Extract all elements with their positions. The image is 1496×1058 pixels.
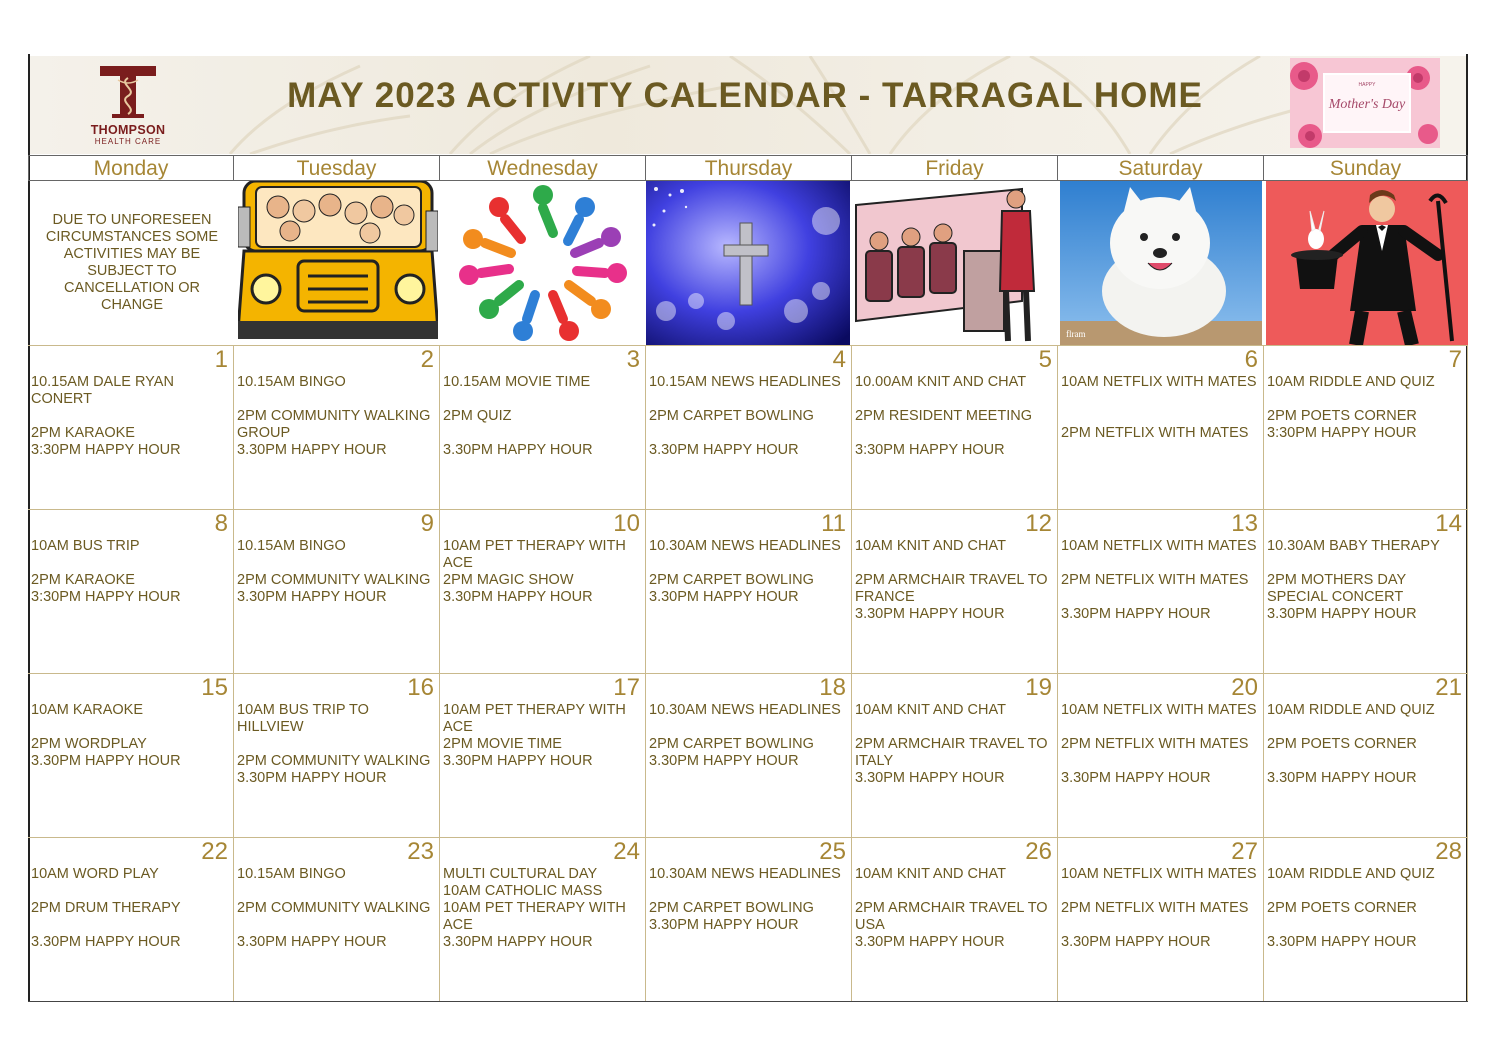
day-header-tuesday: Tuesday — [234, 155, 440, 181]
spacer — [237, 555, 437, 572]
activity-item: MULTI CULTURAL DAY — [443, 866, 598, 882]
spacer — [649, 883, 849, 900]
spacer — [1061, 719, 1261, 736]
spacer — [649, 425, 849, 442]
spacer — [649, 555, 849, 572]
activity-item: 2PM WORDPLAY — [31, 736, 147, 752]
date-number: 19 — [1025, 674, 1052, 701]
day-cell — [852, 509, 1058, 673]
activity-item: 10.15AM BINGO — [237, 538, 346, 554]
spacer — [1061, 753, 1261, 770]
activity-item: 10AM PET THERAPY WITH ACE — [443, 900, 630, 933]
day-cell — [1264, 345, 1468, 509]
day-cell — [1058, 837, 1264, 1001]
activity-item: 10AM BUS TRIP — [31, 538, 140, 554]
activity-item: 3.30PM HAPPY HOUR — [649, 589, 799, 605]
activity-item: 2PM NETFLIX WITH MATES — [1061, 425, 1249, 441]
activity-item: 2PM MAGIC SHOW — [443, 572, 574, 588]
spacer — [1061, 883, 1261, 900]
activity-item: 2PM NETFLIX WITH MATES — [1061, 900, 1249, 916]
spacer — [855, 555, 1055, 572]
day-cell — [1058, 673, 1264, 837]
activity-list — [31, 702, 231, 770]
day-cell — [28, 837, 234, 1001]
white-dog-photo — [1060, 181, 1262, 345]
activity-item: 2PM KARAOKE — [31, 572, 135, 588]
spacer — [649, 719, 849, 736]
activity-item: 3.30PM HAPPY HOUR — [855, 770, 1005, 786]
activity-item: 3.30PM HAPPY HOUR — [443, 753, 593, 769]
date-number: 16 — [407, 674, 434, 701]
activity-list — [855, 538, 1055, 623]
svg-text:HAPPY: HAPPY — [1358, 82, 1376, 88]
activity-list — [237, 374, 437, 459]
page-title: MAY 2023 ACTIVITY CALENDAR - TARRAGAL HOME — [287, 76, 1203, 115]
activity-item: 2PM DRUM THERAPY — [31, 900, 181, 916]
date-number: 11 — [821, 510, 846, 537]
day-cell — [440, 345, 646, 509]
activity-item: 3.30PM HAPPY HOUR — [1267, 770, 1417, 786]
activity-item: 2PM ARMCHAIR TRAVEL TO FRANCE — [855, 572, 1052, 605]
activity-item: 3.30PM HAPPY HOUR — [237, 589, 387, 605]
day-cell — [234, 673, 440, 837]
day-cell — [1058, 509, 1264, 673]
notice-text: DUE TO UNFORESEEN CIRCUMSTANCES SOME ACTIVITIES MAY BE SUBJECT TO CANCELLATION OR CHANGE — [45, 212, 219, 313]
activity-item: 3:30PM HAPPY HOUR — [31, 589, 181, 605]
spacer — [1061, 555, 1261, 572]
day-cell — [28, 345, 234, 509]
activity-item: 3.30PM HAPPY HOUR — [1267, 606, 1417, 622]
date-number: 21 — [1435, 674, 1462, 701]
spacer — [1061, 589, 1261, 606]
activity-item: 10AM WORD PLAY — [31, 866, 159, 882]
day-header-wednesday: Wednesday — [440, 155, 646, 181]
activity-item: 10.00AM KNIT AND CHAT — [855, 374, 1027, 390]
spacer — [31, 408, 231, 425]
day-header-saturday: Saturday — [1058, 155, 1264, 181]
day-cell — [646, 509, 852, 673]
spacer — [31, 719, 231, 736]
activity-item: 2PM COMMUNITY WALKING GROUP — [237, 408, 435, 441]
activity-item: 2PM MOTHERS DAY SPECIAL CONCERT — [1267, 572, 1410, 605]
activity-item: 2PM COMMUNITY WALKING — [237, 572, 431, 588]
activity-list — [1267, 702, 1465, 787]
activity-list — [237, 538, 437, 606]
date-number: 27 — [1231, 838, 1258, 865]
day-cell — [852, 345, 1058, 509]
day-cell — [440, 837, 646, 1001]
day-header-sunday: Sunday — [1264, 155, 1468, 181]
date-number: 25 — [819, 838, 846, 865]
activity-list — [649, 538, 849, 606]
day-cell — [852, 837, 1058, 1001]
date-number: 14 — [1435, 510, 1462, 537]
activity-item: 3.30PM HAPPY HOUR — [31, 753, 181, 769]
activity-list — [1267, 866, 1465, 951]
svg-text:Mother's Day: Mother's Day — [1328, 97, 1406, 112]
activity-item: 2PM QUIZ — [443, 408, 512, 424]
date-number: 24 — [613, 838, 640, 865]
activity-item: 2PM CARPET BOWLING — [649, 900, 814, 916]
activity-item: 10AM KARAOKE — [31, 702, 144, 718]
activity-item: 10.15AM BINGO — [237, 374, 346, 390]
activity-item: 10AM CATHOLIC MASS — [443, 883, 603, 899]
photo-caption: flram — [1066, 329, 1086, 339]
date-number: 5 — [1038, 346, 1052, 373]
activity-list — [443, 538, 643, 606]
activity-item: 3.30PM HAPPY HOUR — [237, 442, 387, 458]
date-number: 28 — [1435, 838, 1462, 865]
school-bus-icon — [238, 181, 438, 345]
activity-item: 3.30PM HAPPY HOUR — [443, 589, 593, 605]
logo-subtitle: HEALTH CARE — [94, 137, 162, 146]
spacer — [1061, 391, 1261, 408]
activity-item: 10.30AM BABY THERAPY — [1267, 538, 1440, 554]
spacer — [855, 391, 1055, 408]
activity-item: 10AM KNIT AND CHAT — [855, 866, 1006, 882]
activity-item: 3:30PM HAPPY HOUR — [31, 442, 181, 458]
activity-list — [31, 374, 231, 459]
activity-list — [31, 538, 231, 606]
day-cell — [234, 345, 440, 509]
date-number: 15 — [201, 674, 228, 701]
day-cell — [234, 837, 440, 1001]
activity-list — [237, 866, 437, 951]
date-number: 2 — [420, 346, 434, 373]
activity-list — [1061, 866, 1261, 951]
activity-item: 3.30PM HAPPY HOUR — [855, 934, 1005, 950]
spacer — [1061, 408, 1261, 425]
activity-list — [1267, 538, 1465, 623]
activity-item: 2PM CARPET BOWLING — [649, 736, 814, 752]
day-header-thursday: Thursday — [646, 155, 852, 181]
activity-list — [1061, 702, 1261, 787]
activity-item: 3.30PM HAPPY HOUR — [443, 442, 593, 458]
day-cell — [646, 837, 852, 1001]
date-number: 1 — [214, 346, 228, 373]
date-number: 22 — [201, 838, 228, 865]
activity-list — [1061, 374, 1261, 442]
activity-item: 10AM RIDDLE AND QUIZ — [1267, 374, 1435, 390]
spacer — [237, 883, 437, 900]
spacer — [1267, 753, 1465, 770]
activity-item: 10AM NETFLIX WITH MATES — [1061, 538, 1257, 554]
activity-item: 3.30PM HAPPY HOUR — [1267, 934, 1417, 950]
mothers-day-card — [1290, 58, 1440, 148]
activity-item: 3.30PM HAPPY HOUR — [1061, 934, 1211, 950]
date-number: 23 — [407, 838, 434, 865]
activity-item: 2PM ARMCHAIR TRAVEL TO ITALY — [855, 736, 1052, 769]
activity-item: 10.30AM NEWS HEADLINES — [649, 538, 841, 554]
activity-item: 3.30PM HAPPY HOUR — [443, 934, 593, 950]
date-number: 6 — [1244, 346, 1258, 373]
activity-item: 10.30AM NEWS HEADLINES — [649, 866, 841, 882]
date-number: 7 — [1448, 346, 1462, 373]
date-number: 4 — [832, 346, 846, 373]
activity-item: 3.30PM HAPPY HOUR — [855, 606, 1005, 622]
activity-list — [443, 866, 643, 951]
activity-item: 3.30PM HAPPY HOUR — [237, 934, 387, 950]
day-cell — [28, 509, 234, 673]
activity-item: 2PM CARPET BOWLING — [649, 408, 814, 424]
date-number: 26 — [1025, 838, 1052, 865]
meeting-speaker-icon — [852, 181, 1056, 345]
activity-item: 2PM KARAOKE — [31, 425, 135, 441]
spacer — [855, 883, 1055, 900]
activity-item: 3:30PM HAPPY HOUR — [855, 442, 1005, 458]
day-cell — [440, 673, 646, 837]
activity-list — [443, 374, 643, 459]
date-number: 12 — [1025, 510, 1052, 537]
activity-item: 10AM PET THERAPY WITH ACE — [443, 538, 630, 571]
date-number: 10 — [613, 510, 640, 537]
date-number: 8 — [214, 510, 228, 537]
activity-list — [855, 702, 1055, 787]
activity-item: 3.30PM HAPPY HOUR — [649, 442, 799, 458]
day-cell — [646, 673, 852, 837]
day-cell — [440, 509, 646, 673]
activity-item: 10AM NETFLIX WITH MATES — [1061, 374, 1257, 390]
spacer — [1267, 917, 1465, 934]
activity-item: 3:30PM HAPPY HOUR — [1267, 425, 1417, 441]
activity-item: 2PM ARMCHAIR TRAVEL TO USA — [855, 900, 1052, 933]
activity-item: 10AM NETFLIX WITH MATES — [1061, 866, 1257, 882]
activity-item: 2PM POETS CORNER — [1267, 736, 1417, 752]
spacer — [855, 425, 1055, 442]
day-cell — [28, 673, 234, 837]
activity-item: 10AM BUS TRIP TO HILLVIEW — [237, 702, 373, 735]
activity-item: 2PM MOVIE TIME — [443, 736, 562, 752]
people-circle-icon — [444, 181, 642, 345]
spacer — [443, 425, 643, 442]
activity-item: 2PM POETS CORNER — [1267, 408, 1417, 424]
activity-item: 10AM KNIT AND CHAT — [855, 702, 1006, 718]
spacer — [855, 719, 1055, 736]
activity-item: 10AM RIDDLE AND QUIZ — [1267, 866, 1435, 882]
activity-item: 10AM NETFLIX WITH MATES — [1061, 702, 1257, 718]
activity-item: 2PM CARPET BOWLING — [649, 572, 814, 588]
activity-item: 2PM NETFLIX WITH MATES — [1061, 572, 1249, 588]
logo-name: THOMPSON — [90, 123, 166, 137]
activity-list — [443, 702, 643, 770]
activity-list — [855, 866, 1055, 951]
activity-item: 10.15AM NEWS HEADLINES — [649, 374, 841, 390]
activity-item: 3.30PM HAPPY HOUR — [1061, 770, 1211, 786]
spacer — [1061, 917, 1261, 934]
activity-list — [649, 374, 849, 459]
activity-item: 10AM KNIT AND CHAT — [855, 538, 1006, 554]
activity-item: 2PM POETS CORNER — [1267, 900, 1417, 916]
activity-item: 2PM RESIDENT MEETING — [855, 408, 1032, 424]
activity-item: 2PM NETFLIX WITH MATES — [1061, 736, 1249, 752]
activity-list — [31, 866, 231, 951]
day-header-monday: Monday — [28, 155, 234, 181]
activity-item: 10AM PET THERAPY WITH ACE — [443, 702, 630, 735]
date-number: 18 — [819, 674, 846, 701]
day-cell — [1264, 837, 1468, 1001]
activity-item: 3.30PM HAPPY HOUR — [649, 917, 799, 933]
date-number: 20 — [1231, 674, 1258, 701]
activity-list — [855, 374, 1055, 459]
day-cell — [1058, 345, 1264, 509]
day-header-friday: Friday — [852, 155, 1058, 181]
activity-item: 3.30PM HAPPY HOUR — [1061, 606, 1211, 622]
day-cell — [852, 673, 1058, 837]
date-number: 17 — [613, 674, 640, 701]
day-cell — [646, 345, 852, 509]
day-cell — [1264, 509, 1468, 673]
spacer — [237, 736, 437, 753]
activity-item: 10.15AM DALE RYAN CONERT — [31, 374, 178, 407]
activity-item: 10.15AM BINGO — [237, 866, 346, 882]
activity-list — [1061, 538, 1261, 623]
activity-item: 10.15AM MOVIE TIME — [443, 374, 591, 390]
activity-list — [1267, 374, 1465, 442]
spacer — [237, 917, 437, 934]
spacer — [31, 883, 231, 900]
spacer — [31, 917, 231, 934]
activity-item: 3.30PM HAPPY HOUR — [649, 753, 799, 769]
activity-item: 10AM RIDDLE AND QUIZ — [1267, 702, 1435, 718]
activity-item: 10.30AM NEWS HEADLINES — [649, 702, 841, 718]
date-number: 3 — [626, 346, 640, 373]
activity-item: 2PM COMMUNITY WALKING — [237, 753, 431, 769]
spacer — [1267, 555, 1465, 572]
spacer — [649, 391, 849, 408]
spacer — [1267, 391, 1465, 408]
bottom-border — [28, 1001, 1468, 1002]
date-number: 9 — [420, 510, 434, 537]
spacer — [237, 391, 437, 408]
activity-list — [649, 866, 849, 934]
magician-icon — [1266, 181, 1468, 345]
spacer — [31, 555, 231, 572]
spacer — [1267, 719, 1465, 736]
activity-item: 3.30PM HAPPY HOUR — [31, 934, 181, 950]
activity-list — [237, 702, 437, 787]
day-cell — [234, 509, 440, 673]
spacer — [1267, 883, 1465, 900]
activity-list — [649, 702, 849, 770]
activity-item: 2PM COMMUNITY WALKING — [237, 900, 431, 916]
date-number: 13 — [1231, 510, 1258, 537]
activity-item: 3.30PM HAPPY HOUR — [237, 770, 387, 786]
spacer — [443, 391, 643, 408]
day-cell — [1264, 673, 1468, 837]
cross-icon — [646, 181, 850, 345]
